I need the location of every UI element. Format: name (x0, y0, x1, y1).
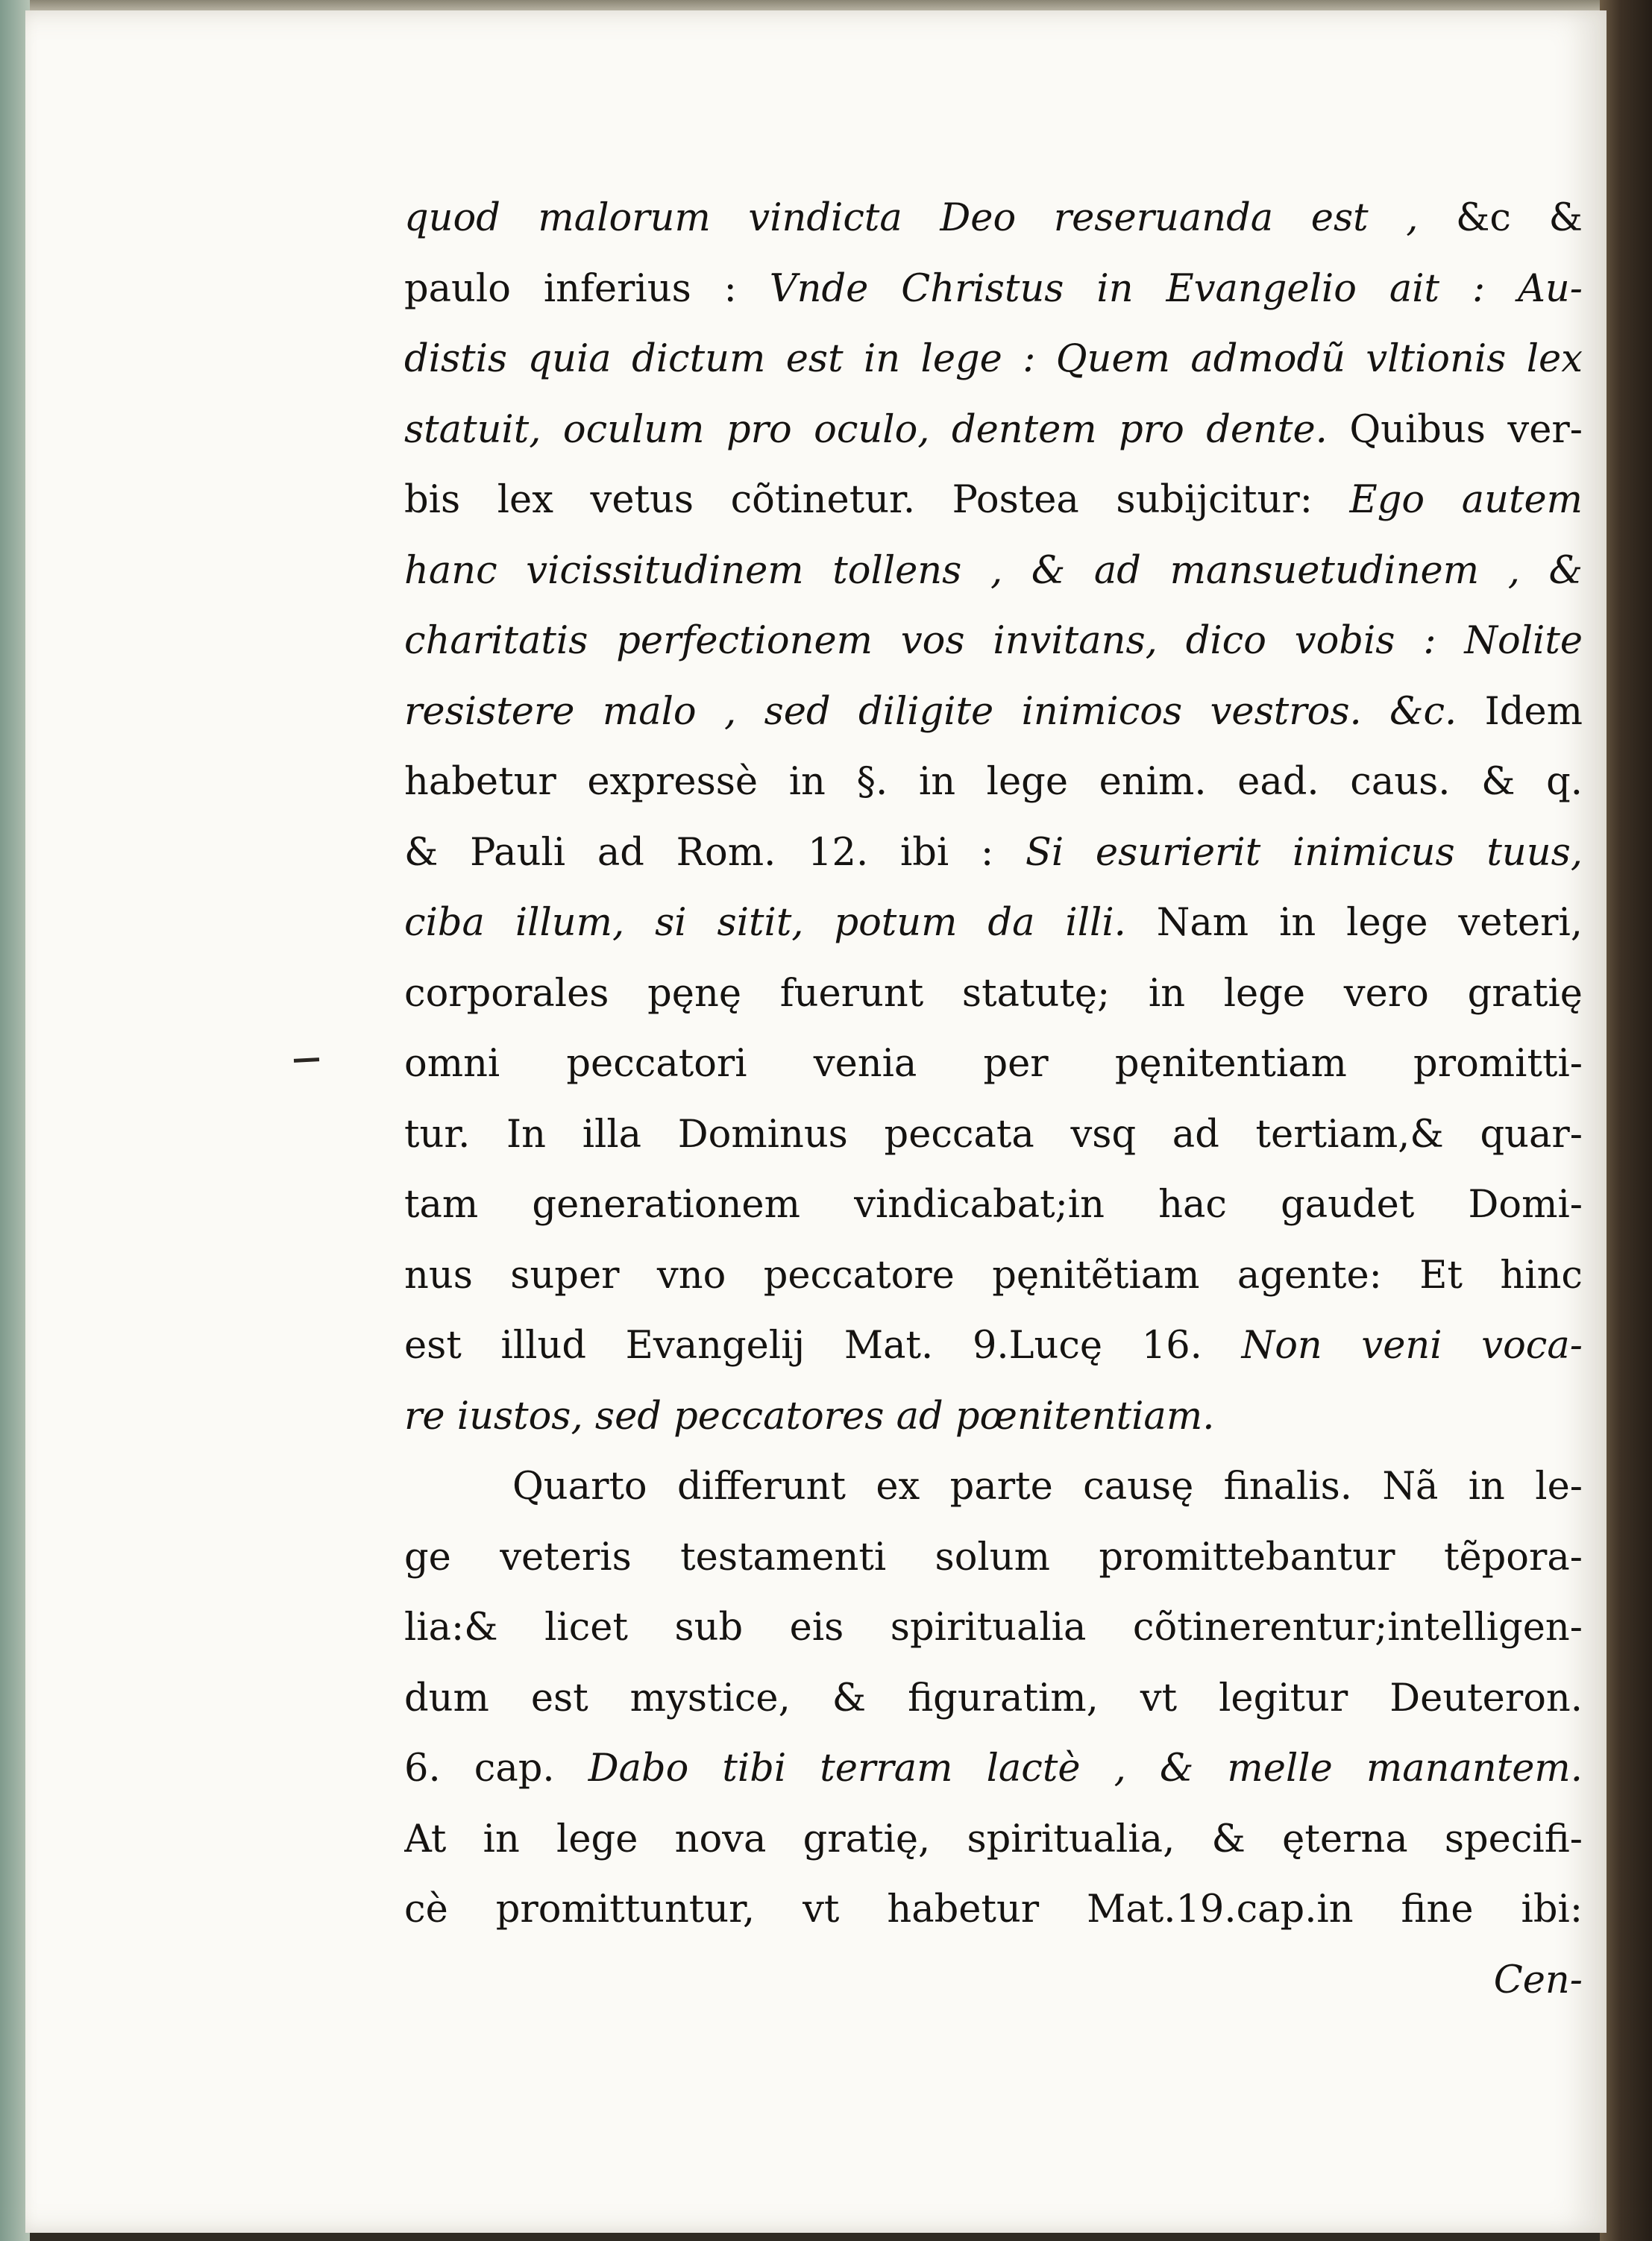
text-line (404, 1875, 1583, 1946)
text-line (404, 1664, 1583, 1735)
text-line (404, 254, 1583, 325)
italic-run: hanc vicissitudinem tollens , & ad mansuetudinem , & (404, 548, 1583, 593)
text-line (404, 1734, 1583, 1805)
roman-run: Quibus ver- (1349, 407, 1583, 452)
roman-run: corporales pęnę fuerunt statutę; in lege vero gratię (404, 971, 1583, 1016)
italic-run: Non veni voca- (1241, 1324, 1583, 1368)
roman-run: omni peccatori venia per pęnitentiam promitti- (404, 1042, 1583, 1086)
italic-run: Vnde Christus in Evangelio ait : Au- (769, 266, 1583, 311)
italic-run: distis quia dictum est in lege : Quem admodũ vltionis lex (404, 337, 1583, 381)
italic-run: statuit, oculum pro oculo, dentem pro dente. (404, 407, 1350, 452)
roman-run: nus super vno peccatore pęnitẽtiam agente: Et hinc (404, 1253, 1583, 1298)
italic-run: Ego autem (1349, 478, 1583, 522)
roman-run: lia:& licet sub eis spiritualia cõtinerentur;intelligen- (404, 1606, 1583, 1650)
italic-run: quod malorum vindicta Deo reseruanda est , (404, 196, 1457, 240)
text-line (404, 1593, 1583, 1664)
margin-mark (294, 1057, 319, 1063)
text-line (404, 183, 1583, 254)
roman-run: At in lege nova gratię, spiritualia, & ęterna specifi- (404, 1817, 1583, 1861)
roman-run: tam generationem vindicabat;in hac gaudet Domi- (404, 1183, 1583, 1227)
roman-run: paulo inferius : (404, 266, 770, 311)
italic-run: re iustos, sed peccatores ad pœnitentiam. (404, 1394, 1215, 1439)
text-line (404, 324, 1583, 395)
text-line (404, 888, 1583, 959)
text-line (404, 1805, 1583, 1876)
italic-run: charitatis perfectionem vos invitans, dico vobis : Nolite (404, 619, 1583, 663)
italic-run: Dabo tibi terram lactè , & melle manantem. (588, 1747, 1583, 1791)
roman-run: est illud Evangelij Mat. 9.Lucę 16. (404, 1324, 1242, 1368)
text-line (404, 1241, 1583, 1312)
text-line (404, 606, 1583, 677)
text-line (404, 465, 1583, 536)
text-line (404, 747, 1583, 818)
text-line (404, 1029, 1583, 1100)
text-line (404, 1100, 1583, 1171)
text-line (404, 818, 1583, 889)
text-line (404, 1170, 1583, 1241)
roman-run: Nam in lege veteri, (1156, 901, 1583, 945)
roman-run: 6. cap. (404, 1747, 588, 1791)
roman-run: bis lex vetus cõtinetur. Postea subijcitur: (404, 478, 1350, 522)
roman-run: tur. In illa Dominus peccata vsq ad tertiam,& quar- (404, 1112, 1583, 1157)
text-line (404, 536, 1583, 607)
text-line (404, 959, 1583, 1030)
text-line (404, 1382, 1583, 1453)
roman-run: & Pauli ad Rom. 12. ibi : (404, 830, 1026, 875)
roman-run: ge veteris testamenti solum promittebantur tẽpora- (404, 1535, 1583, 1580)
book-page (25, 10, 1607, 2233)
roman-run: Idem (1484, 689, 1583, 734)
roman-run: dum est mystice, & figuratim, vt legitur Deuteron. (404, 1676, 1583, 1720)
roman-run: Quarto differunt ex parte causę finalis. Nã in le- (512, 1465, 1583, 1509)
roman-run: cè promittuntur, vt habetur Mat.19.cap.in fine ibi: (404, 1888, 1583, 1932)
roman-run: &c & (1456, 196, 1583, 240)
right-binding-leather (1600, 0, 1652, 2241)
text-line (404, 1311, 1583, 1382)
text-line (404, 677, 1583, 748)
page-text-block (404, 183, 1583, 2016)
italic-run: Si esurierit inimicus tuus, (1025, 830, 1583, 875)
text-line (404, 1452, 1583, 1523)
catchword: Cen- (1493, 1958, 1583, 2002)
text-line (404, 395, 1583, 466)
roman-run: habetur expressè in §. in lege enim. ead. caus. & q. (404, 760, 1583, 804)
italic-run: resistere malo , sed diligite inimicos vestros. &c. (404, 689, 1485, 734)
italic-run: ciba illum, si sitit, potum da illi. (404, 901, 1157, 945)
text-line (404, 1523, 1583, 1594)
